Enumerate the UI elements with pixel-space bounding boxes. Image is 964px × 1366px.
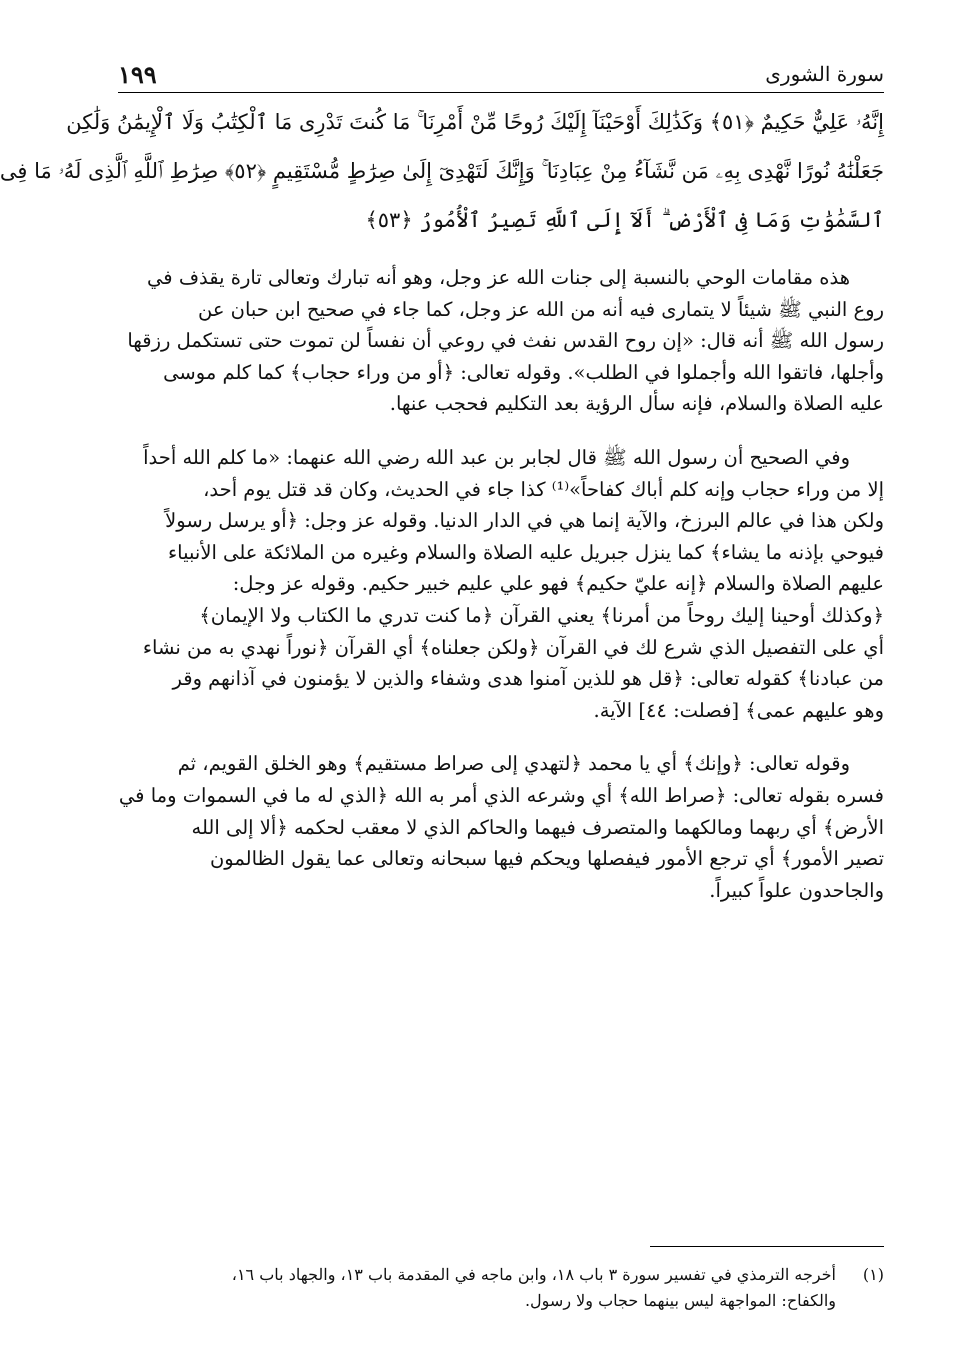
text-line: أي على التفصيل الذي شرع لك في القرآن ﴿ولكن جعلناه﴾ أي القرآن ﴿نوراً نهدي به من نشاء bbox=[142, 635, 884, 659]
text-line: روع النبي ﷺ شيئاً لا يتمارى فيه أنه من الله عز وجل، كما جاء في صحيح ابن حبان عن bbox=[197, 297, 884, 321]
text-line: من عبادنا﴾ كقوله تعالى: ﴿قل هو للذين آمنوا هدى وشفاء والذين لا يؤمنون في آذانهم وقر bbox=[172, 667, 884, 691]
surah-title: سورة الشورى bbox=[765, 62, 884, 86]
footnote-number: (١) bbox=[862, 1265, 884, 1284]
header-rule bbox=[118, 92, 884, 93]
text-line: وقوله تعالى: ﴿وإنك﴾ أي يا محمد ﴿لتهدي إلى صراط مستقيم﴾ وهو الخلق القويم، ثم bbox=[177, 752, 850, 776]
paragraph bbox=[118, 442, 884, 726]
quran-line: جَعَلْنَٰهُ نُورًا نَّهْدِى بِهِۦ مَن نَّشَآءُ مِنْ عِبَادِنَا ۚ وَإِنَّكَ لَتَهْدِىٓ إِلَىٰ صِرَٰطٍ مُّسْتَقِيمٍ ﴿٥٢﴾ صِرَٰطِ ٱللَّهِ ٱلَّذِى لَهُۥ مَا فِى bbox=[0, 159, 884, 183]
page-header bbox=[118, 56, 884, 90]
footnote-body bbox=[118, 1262, 884, 1314]
quran-line: ٱلسَّمَٰوَٰتِ وَمَا فِى ٱلْأَرْضِ ۗ أَلَآ إِلَى ٱللَّهِ تَصِيرُ ٱلْأُمُورُ ﴿٥٣﴾ bbox=[365, 208, 884, 232]
footnote-line: أخرجه الترمذي في تفسير سورة ٣ باب ١٨، وابن ماجه في المقدمة باب ١٣، والجهاد باب ١٦، bbox=[231, 1265, 836, 1284]
text-line: هذه مقامات الوحي بالنسبة إلى جنات الله عز وجل، وهو أنه تبارك وتعالى تارة يقذف في bbox=[147, 266, 850, 289]
quran-line: إِنَّهُۥ عَلِيٌّ حَكِيمٌ ﴿٥١﴾ وَكَذَٰلِكَ أَوْحَيْنَآ إِلَيْكَ رُوحًا مِّنْ أَمْرِنَا ۚ مَا كُنتَ تَدْرِى مَا ٱلْكِتَٰبُ وَلَا ٱلْإِيمَٰنُ وَلَٰكِن bbox=[66, 110, 884, 134]
text-line: إلا من وراء حجاب وإنه كلم أباك كفاحاً»⁽¹⁾ كذا جاء في الحديث، وكان قد قتل يوم أحد، bbox=[203, 477, 884, 501]
text-line: وهو عليهم عمى﴾ [فصلت: ٤٤] الآية. bbox=[593, 698, 884, 722]
text-line: فيوحي بإذنه ما يشاء﴾ كما ينزل جبريل عليه الصلاة والسلام وغيره من الملائكة على الأنبياء bbox=[168, 540, 884, 564]
quran-verses bbox=[0, 98, 884, 245]
text-line: تصير الأمور﴾ أي ترجع الأمور فيفصلها ويحكم فيها سبحانه وتعالى عما يقول الظالمون bbox=[209, 847, 884, 871]
text-line: وأجلها، فاتقوا الله وأجملوا في الطلب». وقوله تعالى: ﴿أو من وراء حجاب﴾ كما كلم موسى bbox=[163, 360, 884, 384]
text-line: الأرض﴾ أي ربهما ومالكهما والمتصرف فيهما والحاكم الذي لا معقب لحكمه ﴿ألا إلى الله bbox=[191, 815, 884, 839]
footnote bbox=[118, 1262, 884, 1314]
text-line: والجاحدون علواً كبيراً. bbox=[709, 878, 884, 902]
paragraph bbox=[118, 748, 884, 906]
footnote-line: والكفاح: المواجهة ليس بينهما حجاب ولا رسول. bbox=[524, 1291, 836, 1310]
text-line: وفي الصحيح أن رسول الله ﷺ قال لجابر بن عبد الله رضي الله عنهما: «ما كلم الله أحداً bbox=[143, 445, 850, 469]
paragraph bbox=[118, 262, 884, 420]
text-line: عليهم الصلاة والسلام ﴿إنه عليّ حكيم﴾ فهو علي عليم خبير حكيم. وقوله عز وجل: bbox=[232, 572, 884, 596]
text-line: ﴿وكذلك أوحينا إليك روحاً من أمرنا﴾ يعني القرآن ﴿ما كنت تدري ما الكتاب ولا الإيمان﴾ bbox=[199, 603, 884, 627]
text-line: فسره بقوله تعالى: ﴿صراط الله﴾ أي وشرعه الذي أمر به الله ﴿الذي له ما في السموات وما في bbox=[118, 783, 884, 807]
text-line: ولكن هذا في عالم البرزخ، والآية إنما هي في الدار الدنيا. وقوله عز وجل: ﴿أو يرسل رسولاً bbox=[165, 509, 884, 533]
page-number: ١٩٩ bbox=[118, 60, 157, 89]
text-line: رسول الله ﷺ أنه قال: «إن روح القدس نفث في روعي أن نفساً لن تموت حتى تستكمل رزقها bbox=[127, 329, 884, 353]
commentary-body bbox=[118, 262, 884, 928]
text-line: عليه الصلاة والسلام، فإنه سأل الرؤية بعد التكليم فحجب عنها. bbox=[389, 392, 884, 416]
footnote-rule bbox=[650, 1246, 884, 1247]
